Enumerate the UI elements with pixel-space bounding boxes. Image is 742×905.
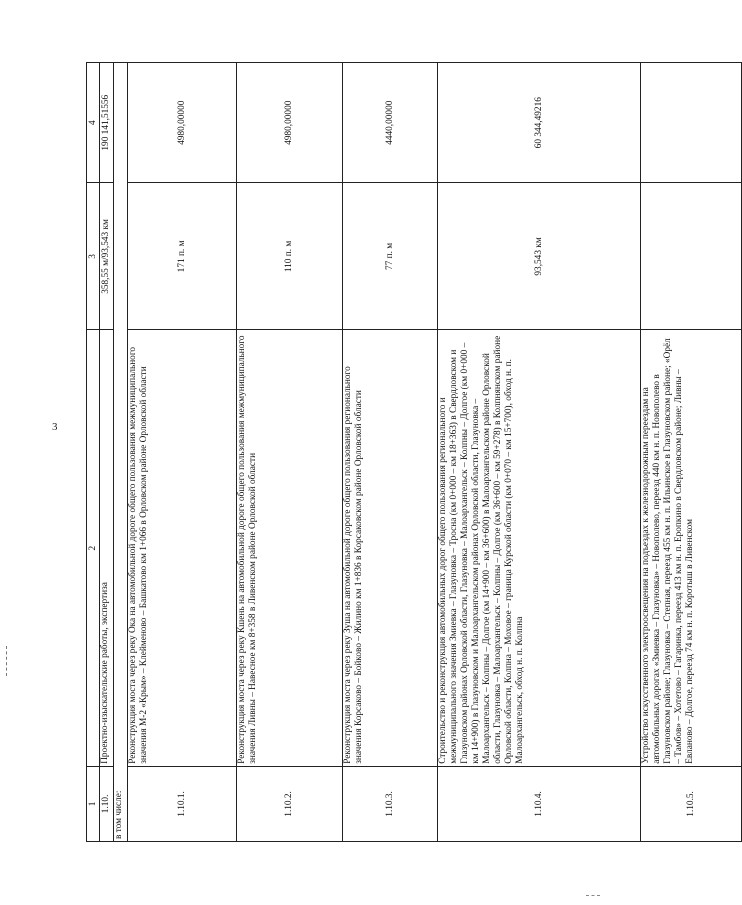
column-number-header: 4 [87,63,100,183]
row-quantity: 110 п. м [237,183,343,330]
row-quantity: 171 п. м [128,183,237,330]
row-amount: 4980,00000 [237,63,343,183]
row-description: Устройство искусственного электроосвещения на подъездах к железнодорожным переездам на автомобильных дорогах «Змиевка – Глазуновка» – Новополево, переезд 440 км н. п. Новополево в Глазуновском районе; Глазуновка – Степная, переезд 455 км н. п. Ильинское в Глазуновском районе; «Орёл – Тамбов» – Хотетово – Гагаринка, переезд 413 км н. п. Еропкино в Свердловском районе; Ливны – Евланово – Долгое, переезд 74 км н. п. Коротыш в Ливенском [641,330,742,766]
row-quantity: 93,543 км [438,183,641,330]
row-amount: 60 344,49216 [438,63,641,183]
table-row [114,63,128,842]
subheader-cell: в том числе: [114,63,128,842]
row-amount [641,63,742,183]
row-amount: 4980,00000 [128,63,237,183]
table-row [237,63,343,842]
row-description: Строительство и реконструкция автомобильных дорог общего пользования регионального и межмуниципального значения Змиевка – Глазуновка – Тросна (км 0+000 – км 18+363) в Свердловском и Глазуновском районах Орловской области, Глазуновка – Малоархангельск – Колпны – Долгое (км 0+000 – км 14+900) в Глазуновском и Малоархангельском районах Орловской области, Глазуновка – Малоархангельск – Колпны – Долгое (км 14+900 – км 36+600) в Малоархангельском районе Орловской области, Глазуновка – Малоархангельск – Колпны – Долгое (км 36+600 – км 59+278) в Колпнянском районе Орловской области, Колпна – Моховое – граница Курской области (км 0+070 – км 15+700), обход н. п. Малоархангельск, обход н. п. Колпна [438,330,641,766]
row-number: 1.10.4. [438,766,641,841]
row-number: 1.10.2. [237,766,343,841]
row-amount: 190 141,51556 [100,63,114,183]
row-description: Реконструкция моста через реку Ока на автомобильной дороге общего пользования межмуниципального значения М-2 «Крым» – Клейменово – Башкатово км 1+066 в Орловском районе Орловской области [128,330,237,766]
row-quantity [641,183,742,330]
document-page [86,62,696,842]
row-quantity: 77 п. м [343,183,438,330]
row-description: Реконструкция моста через реку Зуша на автомобильной дороге общего пользования регионального значения Корсаково – Бойково – Жилино км 1+836 в Корсаковском районе Орловской области [343,330,438,766]
page-number: 3 [52,421,58,433]
row-number: 1.10.5. [641,766,742,841]
table-row [438,63,641,842]
row-number: 1.10. [100,766,114,841]
column-number-header: 3 [87,183,100,330]
table-row [343,63,438,842]
table-row [128,63,237,842]
row-description: Проектно-изыскательские работы, экспертиза [100,330,114,766]
row-description: Реконструкция моста через реку Кшень на автомобильной дороге общего пользования межмуниципального значения Ливны – Навесное км 8+358 в Ливенском районе Орловской области [237,330,343,766]
works-table [86,62,742,842]
row-number: 1.10.3. [343,766,438,841]
column-number-header: 2 [87,330,100,766]
row-quantity: 358,55 м/93,543 км [100,183,114,330]
scan-artifact [586,895,600,897]
column-number-header: 1 [87,766,100,841]
row-number: 1.10.1. [128,766,237,841]
table-header-row [87,63,100,842]
row-amount: 4440,00000 [343,63,438,183]
table-row [100,63,114,842]
table-row [641,63,742,842]
rotated-table-container [86,62,696,842]
scan-artifact [6,646,8,676]
